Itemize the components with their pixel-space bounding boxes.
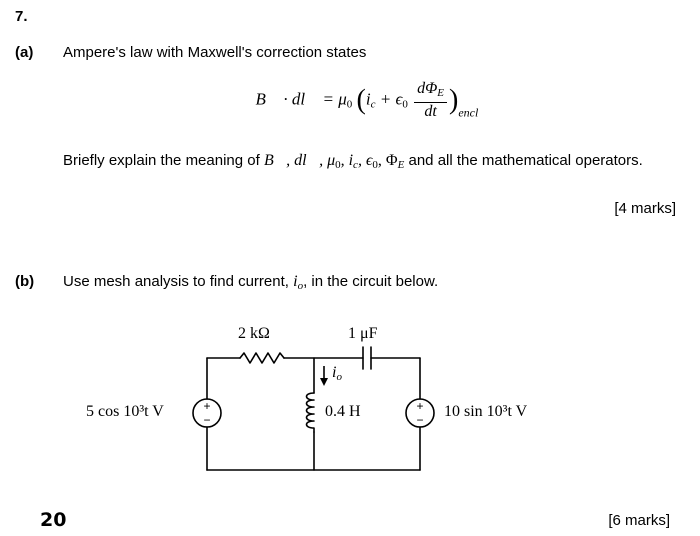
equation-fraction-denominator: dt [424,103,437,120]
equation-close-paren: ) [449,84,459,116]
resistor-label: 2 kΩ [238,325,270,342]
part-b-marks: [6 marks] [608,512,670,529]
question-number: 7. [15,8,28,25]
equation-encl-sub: encl [458,105,479,120]
equation-ic: i [365,89,371,109]
right-source-minus: − [416,413,424,427]
resistor-2k [240,353,284,363]
equation-ic-sub: c [370,98,376,111]
current-label [332,364,342,383]
capacitor-label: 1 μF [348,325,378,342]
equation-mu-sub: 0 [346,98,353,111]
part-a-marks: [4 marks] [614,200,676,217]
part-b-current-sub: o [297,280,304,292]
part-a-intro: Ampere's law with Maxwell's correction states [63,44,367,61]
part-b-label: (b) [15,273,35,290]
equation-plus-eps: + ϵ [375,89,403,109]
part-a-ic-sub: c [353,159,358,171]
part-a-phi: , Φ [377,152,398,169]
right-source-plus: + [416,399,424,413]
part-b-question-prefix: Use mesh analysis to find current, [63,273,294,290]
part-a-question-prefix: Briefly explain the meaning of [63,152,264,169]
left-source-label: 5 cos 10³t V [86,403,164,420]
part-a-mu-sub: 0 [335,159,341,171]
part-a-symbols: B⃗, dl⃗, μ [263,152,336,169]
inductor-coil [307,393,315,432]
equation-frac-num-text: dΦ [417,80,438,97]
equation-frac-num-sub: E [437,87,444,99]
current-label-text: i [332,364,337,381]
equation-eps-sub: 0 [402,98,408,111]
part-b-question-suffix: , in the circuit below. [303,273,439,290]
part-a-phi-sub: E [397,159,405,171]
part-a-question-suffix: and all the mathematical operators. [404,152,643,169]
left-source-minus: − [203,413,211,427]
current-label-sub: o [336,371,342,383]
current-arrow-io [320,366,328,386]
equation-lhs: ∮ B⃗ · dl⃗ = μ [238,89,347,109]
part-a-eps: , ϵ [357,152,373,169]
equation-open-paren: ( [356,84,366,116]
inductor-label: 0.4 H [325,403,361,420]
part-b-current-symbol: i [293,273,298,290]
part-a-label: (a) [15,44,34,61]
right-source-label: 10 sin 10³t V [444,403,528,420]
handwritten-note: 20 [40,509,67,531]
part-a-ic: , i [340,152,354,169]
left-source-plus: + [203,399,211,413]
part-a-eps-sub: 0 [372,159,378,171]
